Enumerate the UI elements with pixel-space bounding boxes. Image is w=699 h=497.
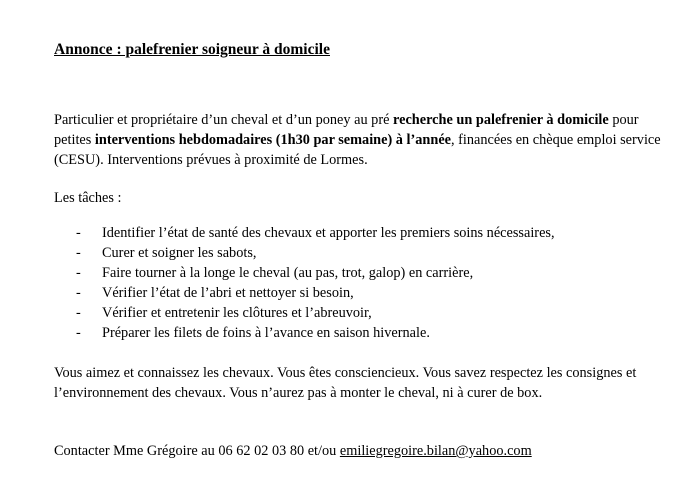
- document-page: [54, 38, 664, 459]
- task-item: [54, 223, 664, 243]
- task-text: Faire tourner à la longe le cheval (au pas, trot, galop) en carrière,: [102, 265, 474, 281]
- bullet-dash: -: [76, 245, 81, 261]
- bullet-dash: -: [76, 305, 81, 321]
- intro-bold-1: recherche un palefrenier à domicile: [393, 112, 609, 128]
- bullet-dash: -: [76, 325, 81, 341]
- intro-text-3: , financées en chèque emploi service (CESU). Interventions prévues à proximité de Lormes.: [54, 132, 661, 168]
- outro-paragraph: Vous aimez et connaissez les chevaux. Vous êtes consciencieux. Vous savez respectez les consignes et l’environnement des chevaux. Vous n’aurez pas à monter le cheval, ni à curer de box.: [54, 365, 637, 401]
- task-item: [54, 323, 664, 343]
- intro-paragraph: [54, 110, 664, 170]
- intro-bold-2: interventions hebdomadaires (1h30 par semaine) à l’année: [94, 132, 452, 148]
- tasks-list: [54, 223, 664, 343]
- task-text: Vérifier l’état de l’abri et nettoyer si besoin,: [102, 285, 354, 301]
- bullet-dash: -: [76, 265, 81, 281]
- task-text: Curer et soigner les sabots,: [102, 245, 257, 261]
- document-title: Annonce : palefrenier soigneur à domicile: [54, 41, 330, 58]
- tasks-label: Les tâches :: [54, 190, 122, 206]
- task-item: [54, 263, 664, 283]
- contact-text: Contacter Mme Grégoire au 06 62 02 03 80 et/ou: [54, 443, 340, 459]
- intro-text-2: pour petites: [54, 112, 639, 148]
- intro-text-1: Particulier et propriétaire d’un cheval et d’un poney au pré: [54, 112, 394, 128]
- task-item: [54, 243, 664, 263]
- bullet-dash: -: [76, 225, 81, 241]
- task-text: Identifier l’état de santé des chevaux et apporter les premiers soins nécessaires,: [102, 225, 555, 241]
- task-item: [54, 303, 664, 323]
- task-text: Préparer les filets de foins à l’avance en saison hivernale.: [102, 325, 430, 341]
- email-link[interactable]: emiliegregoire.bilan@yahoo.com: [339, 443, 532, 459]
- task-item: [54, 283, 664, 303]
- bullet-dash: -: [76, 285, 81, 301]
- task-text: Vérifier et entretenir les clôtures et l’abreuvoir,: [102, 305, 372, 321]
- contact-line: [54, 441, 532, 461]
